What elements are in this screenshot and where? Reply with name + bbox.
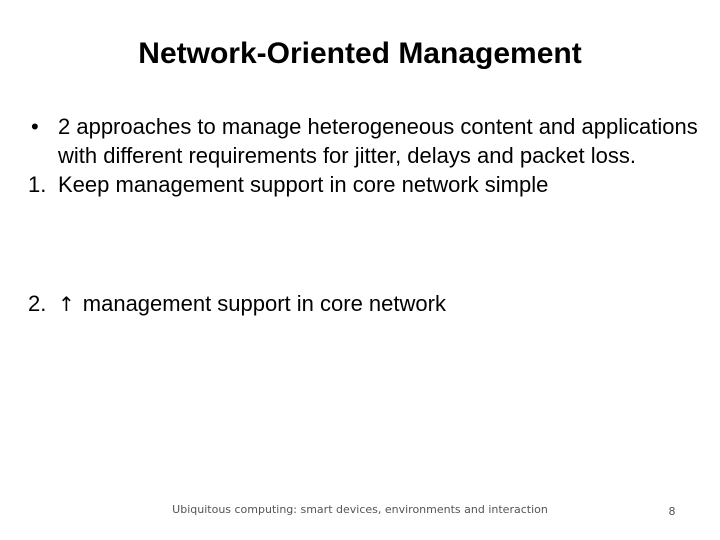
page-number: 8 — [668, 505, 676, 518]
numbered-item-2-text: management support in core network — [82, 291, 446, 316]
bullet-item — [28, 112, 698, 170]
numbered-item-2 — [28, 289, 698, 319]
slide-title: Network-Oriented Management — [138, 37, 582, 70]
slide-content — [28, 112, 698, 319]
number-marker-2: 2. — [28, 291, 47, 316]
numbered-item-1-text: Keep management support in core network simple — [58, 172, 549, 197]
number-marker-1: 1. — [28, 172, 47, 197]
slide-footer: Ubiquitous computing: smart devices, environments and interaction — [172, 503, 548, 516]
bullet-marker: • — [31, 114, 39, 139]
up-arrow-icon: ↑ — [58, 292, 75, 316]
bullet-text: 2 approaches to manage heterogeneous content and applications with different requirements for jitter, delays and packet loss. — [58, 114, 698, 168]
numbered-item-1 — [28, 170, 698, 199]
